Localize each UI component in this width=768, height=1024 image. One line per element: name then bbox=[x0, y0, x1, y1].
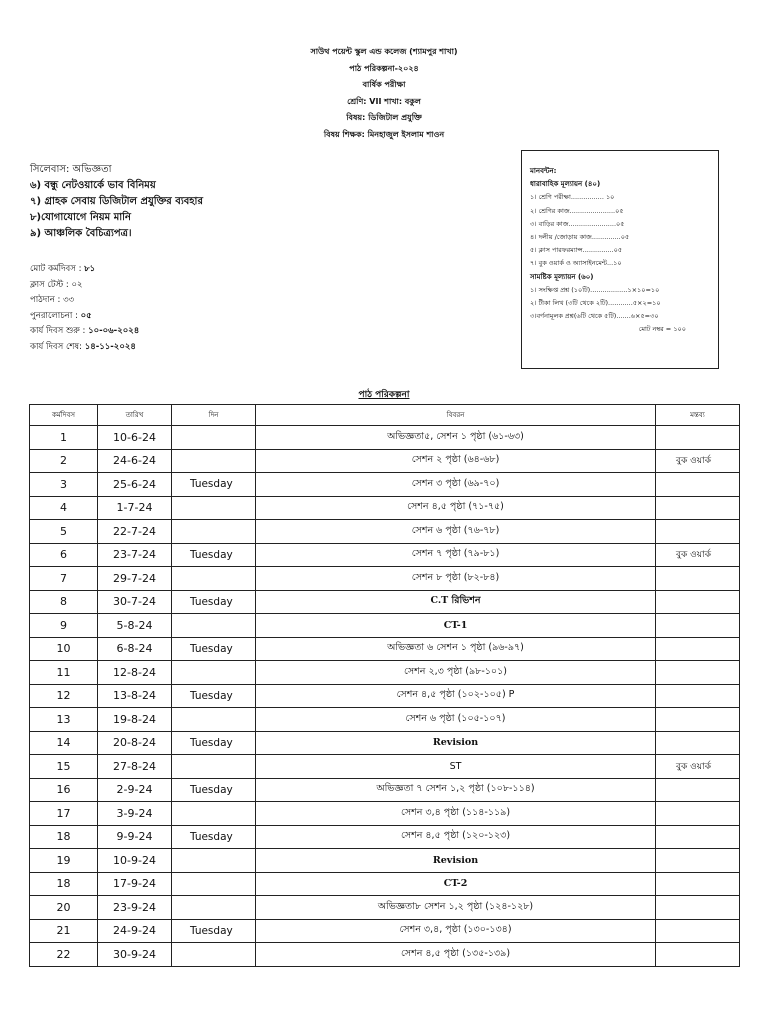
date-cell: 29-7-24 bbox=[98, 567, 172, 591]
continuous-item: ৪। দলীয় /জোড়ায় কাজ..............০৫ bbox=[530, 233, 630, 242]
workday-cell: 19 bbox=[30, 849, 98, 873]
exam-name: বার্ষিক পরীক্ষা bbox=[362, 80, 406, 89]
class-section: শ্রেণি: VII শাখা: বকুল bbox=[347, 96, 421, 106]
date-cell: 13-8-24 bbox=[98, 684, 172, 708]
day-cell bbox=[172, 755, 256, 779]
syllabus-item: ৬) বন্ধু নেটওয়ার্কে ভাব বিনিময় bbox=[30, 180, 156, 191]
summative-assessment-heading: সামষ্টিক মূল্যায়ন (৬০) bbox=[530, 272, 594, 281]
day-cell bbox=[172, 708, 256, 732]
table-row bbox=[30, 919, 740, 943]
description-cell: CT-2 bbox=[256, 872, 656, 896]
workday-cell: 14 bbox=[30, 731, 98, 755]
remark-cell bbox=[656, 614, 740, 638]
description-cell: সেশন ৪,৫ পৃষ্ঠা (১৩৫-১৩৯) bbox=[256, 943, 656, 967]
table-row bbox=[30, 543, 740, 567]
table-row bbox=[30, 590, 740, 614]
remark-cell bbox=[656, 684, 740, 708]
description-cell: সেশন ৬ পৃষ্ঠা (১০৫-১০৭) bbox=[256, 708, 656, 732]
remark-cell bbox=[656, 825, 740, 849]
start-date: কার্য দিবস শুরু : ১০-০৬-২০২৪ bbox=[30, 326, 140, 336]
description-cell: সেশন ৭ পৃষ্ঠা (৭৯-৮১) bbox=[256, 543, 656, 567]
remark-cell bbox=[656, 849, 740, 873]
workday-cell: 2 bbox=[30, 449, 98, 473]
workday-cell: 13 bbox=[30, 708, 98, 732]
workday-cell: 21 bbox=[30, 919, 98, 943]
workday-cell: 6 bbox=[30, 543, 98, 567]
remark-cell bbox=[656, 708, 740, 732]
day-cell: Tuesday bbox=[172, 825, 256, 849]
day-cell bbox=[172, 849, 256, 873]
syllabus-item: ৮)যোগাযোগে নিয়ম মানি bbox=[30, 212, 131, 223]
workday-cell: 10 bbox=[30, 637, 98, 661]
day-cell bbox=[172, 896, 256, 920]
workday-cell: 4 bbox=[30, 496, 98, 520]
day-cell: Tuesday bbox=[172, 637, 256, 661]
date-cell: 10-6-24 bbox=[98, 426, 172, 450]
day-cell: Tuesday bbox=[172, 919, 256, 943]
table-row bbox=[30, 684, 740, 708]
workday-cell: 9 bbox=[30, 614, 98, 638]
table-header-row bbox=[30, 405, 740, 426]
total-workdays: মোট কর্মদিবস : ৮১ bbox=[30, 264, 96, 274]
table-row bbox=[30, 755, 740, 779]
table-row bbox=[30, 731, 740, 755]
table-row bbox=[30, 473, 740, 497]
description-cell: অভিজ্ঞতা৮ সেশন ১,২ পৃষ্ঠা (১২৪-১২৮) bbox=[256, 896, 656, 920]
class-test-count: ক্লাস টেস্ট : ০২ bbox=[30, 279, 83, 290]
table-row bbox=[30, 943, 740, 967]
description-cell: সেশন ৪,৫ পৃষ্ঠা (১২০-১২৩) bbox=[256, 825, 656, 849]
remark-cell bbox=[656, 520, 740, 544]
description-cell: সেশন ২,৩ পৃষ্ঠা (৯৮-১০১) bbox=[256, 661, 656, 685]
description-cell: অভিজ্ঞতা ৭ সেশন ১,২ পৃষ্ঠা (১০৮-১১৪) bbox=[256, 778, 656, 802]
date-cell: 10-9-24 bbox=[98, 849, 172, 873]
school-name: সাউথ পয়েন্ট স্কুল এন্ড কলেজ (শ্যামপুর শাখা) bbox=[310, 47, 458, 56]
continuous-item: ১। শ্রেণি পরীক্ষা................ ১০ bbox=[530, 193, 615, 202]
date-cell: 20-8-24 bbox=[98, 731, 172, 755]
date-cell: 22-7-24 bbox=[98, 520, 172, 544]
workday-cell: 18 bbox=[30, 825, 98, 849]
subject-teacher: বিষয় শিক্ষক: মিনহাজুল ইসলাম শাওন bbox=[323, 129, 445, 139]
day-cell: Tuesday bbox=[172, 731, 256, 755]
description-cell: সেশন ৩,৪ পৃষ্ঠা (১১৪-১১৯) bbox=[256, 802, 656, 826]
day-cell: Tuesday bbox=[172, 543, 256, 567]
description-cell: সেশন ৬ পৃষ্ঠা (৭৬-৭৮) bbox=[256, 520, 656, 544]
day-cell bbox=[172, 614, 256, 638]
description-cell: অভিজ্ঞতা ৬ সেশন ১ পৃষ্ঠা (৯৬-৯৭) bbox=[256, 637, 656, 661]
lesson-count: পাঠদান : ৩৩ bbox=[30, 295, 75, 305]
workday-cell: 12 bbox=[30, 684, 98, 708]
remark-cell bbox=[656, 426, 740, 450]
remark-cell bbox=[656, 637, 740, 661]
mark-distribution-title: মানবন্টন: bbox=[530, 167, 557, 175]
lesson-plan-title: পাঠ পরিকল্পনা bbox=[358, 390, 410, 400]
table-row bbox=[30, 496, 740, 520]
remark-cell bbox=[656, 778, 740, 802]
date-cell: 2-9-24 bbox=[98, 778, 172, 802]
date-cell: 19-8-24 bbox=[98, 708, 172, 732]
remark-cell bbox=[656, 731, 740, 755]
header-day: দিন bbox=[172, 405, 256, 426]
day-cell: Tuesday bbox=[172, 590, 256, 614]
description-cell: সেশন ৮ পৃষ্ঠা (৮২-৮৪) bbox=[256, 567, 656, 591]
date-cell: 25-6-24 bbox=[98, 473, 172, 497]
remark-cell bbox=[656, 590, 740, 614]
day-cell bbox=[172, 567, 256, 591]
table-row bbox=[30, 637, 740, 661]
revision-count: পুনরালোচনা : ০৫ bbox=[30, 310, 92, 321]
document-header bbox=[0, 44, 768, 143]
syllabus-block bbox=[30, 162, 450, 242]
remark-cell bbox=[656, 496, 740, 520]
date-cell: 24-6-24 bbox=[98, 449, 172, 473]
day-cell bbox=[172, 449, 256, 473]
table-row bbox=[30, 661, 740, 685]
date-cell: 17-9-24 bbox=[98, 872, 172, 896]
description-cell: ST bbox=[256, 755, 656, 779]
date-cell: 24-9-24 bbox=[98, 919, 172, 943]
description-cell: সেশন ৩,৪, পৃষ্ঠা (১৩০-১৩৪) bbox=[256, 919, 656, 943]
end-date: কার্য দিবস শেষ: ১৪-১১-২০২৪ bbox=[30, 341, 136, 352]
total-marks: মোট নম্বর = ১০০ bbox=[638, 325, 686, 334]
continuous-item: ৩। বাড়ির কাজ.......................০৫ bbox=[530, 219, 625, 228]
remark-cell bbox=[656, 567, 740, 591]
workday-cell: 22 bbox=[30, 943, 98, 967]
workday-cell: 15 bbox=[30, 755, 98, 779]
day-cell bbox=[172, 943, 256, 967]
date-cell: 6-8-24 bbox=[98, 637, 172, 661]
date-cell: 1-7-24 bbox=[98, 496, 172, 520]
day-cell bbox=[172, 872, 256, 896]
table-row bbox=[30, 896, 740, 920]
date-cell: 30-7-24 bbox=[98, 590, 172, 614]
header-workday: কর্মদিবস bbox=[30, 405, 98, 426]
continuous-assessment-heading: ধারাবাহিক মূল্যায়ন (৪০) bbox=[530, 180, 601, 189]
date-cell: 30-9-24 bbox=[98, 943, 172, 967]
continuous-item: ৭। বুক ওয়ার্ক ও অ্যাসাইনমেন্ট...১০ bbox=[530, 259, 622, 268]
table-row bbox=[30, 614, 740, 638]
table-row bbox=[30, 872, 740, 896]
day-cell: Tuesday bbox=[172, 684, 256, 708]
workday-cell: 7 bbox=[30, 567, 98, 591]
remark-cell: বুক ওয়ার্ক bbox=[656, 449, 740, 473]
day-cell bbox=[172, 661, 256, 685]
syllabus-label: সিলেবাস: অভিজ্ঞতা bbox=[30, 164, 112, 175]
description-cell: সেশন ৪,৫ পৃষ্ঠা (১০২-১০৫) P bbox=[256, 684, 656, 708]
table-row bbox=[30, 778, 740, 802]
summative-item: ১। সংক্ষিপ্ত প্রশ্ন (১০টি)..................১×১০=১০ bbox=[530, 285, 660, 294]
table-row bbox=[30, 849, 740, 873]
date-cell: 23-9-24 bbox=[98, 896, 172, 920]
mark-distribution-box bbox=[521, 150, 719, 369]
description-cell: সেশন ৪,৫ পৃষ্ঠা (৭১-৭৫) bbox=[256, 496, 656, 520]
date-cell: 3-9-24 bbox=[98, 802, 172, 826]
day-cell bbox=[172, 802, 256, 826]
workday-cell: 3 bbox=[30, 473, 98, 497]
date-cell: 5-8-24 bbox=[98, 614, 172, 638]
remark-cell bbox=[656, 661, 740, 685]
remark-cell bbox=[656, 802, 740, 826]
workday-cell: 5 bbox=[30, 520, 98, 544]
day-cell bbox=[172, 496, 256, 520]
remark-cell bbox=[656, 919, 740, 943]
remark-cell: বুক ওয়ার্ক bbox=[656, 755, 740, 779]
workday-cell: 17 bbox=[30, 802, 98, 826]
description-cell: অভিজ্ঞতা৫, সেশন ১ পৃষ্ঠা (৬১-৬৩) bbox=[256, 426, 656, 450]
table-row bbox=[30, 567, 740, 591]
description-cell: Revision bbox=[256, 731, 656, 755]
day-cell: Tuesday bbox=[172, 778, 256, 802]
remark-cell: বুক ওয়ার্ক bbox=[656, 543, 740, 567]
continuous-item: ২। শ্রেণির কাজ......................০৫ bbox=[530, 206, 624, 215]
header-date: তারিখ bbox=[98, 405, 172, 426]
description-cell: সেশন ৩ পৃষ্ঠা (৬৯-৭০) bbox=[256, 473, 656, 497]
description-cell: C.T রিভিশন bbox=[256, 590, 656, 614]
workday-cell: 16 bbox=[30, 778, 98, 802]
table-row bbox=[30, 802, 740, 826]
date-cell: 23-7-24 bbox=[98, 543, 172, 567]
plan-year: পাঠ পরিকল্পনা-২০২৪ bbox=[349, 63, 419, 73]
remark-cell bbox=[656, 473, 740, 497]
day-cell bbox=[172, 426, 256, 450]
workday-info bbox=[30, 262, 330, 355]
remark-cell bbox=[656, 943, 740, 967]
description-cell: Revision bbox=[256, 849, 656, 873]
workday-cell: 1 bbox=[30, 426, 98, 450]
summative-item: ২। টীকা লিখ (৩টি থেকে ২টি)............৫×২=১০ bbox=[530, 299, 661, 308]
table-row bbox=[30, 426, 740, 450]
date-cell: 9-9-24 bbox=[98, 825, 172, 849]
continuous-item: ৫। ক্লাস পারফরম্যান্স...............০৫ bbox=[530, 246, 623, 255]
header-remarks: মন্তব্য bbox=[656, 405, 740, 426]
header-description: বিবরন bbox=[256, 405, 656, 426]
syllabus-item: ৭) গ্রাহক সেবায় ডিজিটাল প্রযুক্তির ব্যবহার bbox=[30, 196, 203, 207]
table-row bbox=[30, 449, 740, 473]
table-row bbox=[30, 708, 740, 732]
syllabus-item: ৯) আঞ্চলিক বৈচিত্র্যপত্র। bbox=[30, 228, 132, 239]
day-cell bbox=[172, 520, 256, 544]
workday-cell: 11 bbox=[30, 661, 98, 685]
workday-cell: 8 bbox=[30, 590, 98, 614]
date-cell: 12-8-24 bbox=[98, 661, 172, 685]
remark-cell bbox=[656, 872, 740, 896]
date-cell: 27-8-24 bbox=[98, 755, 172, 779]
remark-cell bbox=[656, 896, 740, 920]
lesson-plan-table bbox=[29, 404, 740, 967]
table-row bbox=[30, 520, 740, 544]
workday-cell: 18 bbox=[30, 872, 98, 896]
description-cell: সেশন ২ পৃষ্ঠা (৬৪-৬৮) bbox=[256, 449, 656, 473]
subject-name: বিষয়: ডিজিটাল প্রযুক্তি bbox=[346, 113, 422, 122]
table-row bbox=[30, 825, 740, 849]
summative-item: ৩।বর্ণনামূলক প্রশ্ন(৬টি থেকে ৫টি).......৬×৫=৩০ bbox=[530, 312, 659, 321]
table-body bbox=[30, 426, 740, 967]
description-cell: CT-1 bbox=[256, 614, 656, 638]
day-cell: Tuesday bbox=[172, 473, 256, 497]
workday-cell: 20 bbox=[30, 896, 98, 920]
